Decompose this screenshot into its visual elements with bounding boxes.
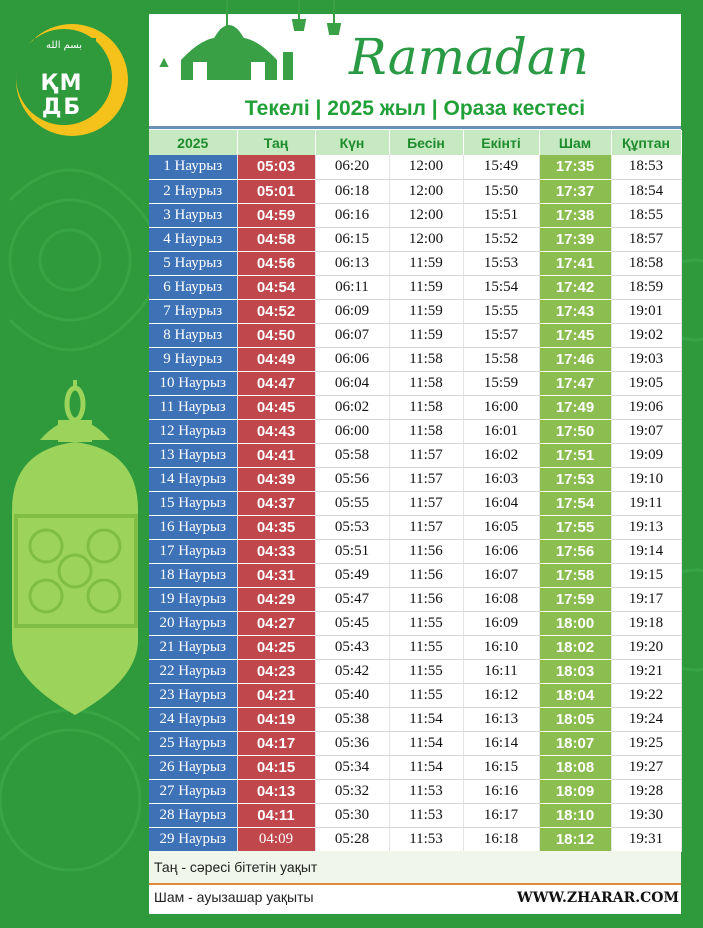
cell-date: 4 Наурыз bbox=[149, 227, 237, 251]
table-row bbox=[149, 371, 681, 395]
cell-tan: 05:03 bbox=[237, 155, 315, 179]
cell-besin: 11:58 bbox=[389, 419, 463, 443]
cell-tan: 04:45 bbox=[237, 395, 315, 419]
cell-besin: 11:59 bbox=[389, 275, 463, 299]
cell-sham: 17:54 bbox=[539, 491, 611, 515]
cell-kun: 05:36 bbox=[315, 731, 389, 755]
cell-ekinti: 16:05 bbox=[463, 515, 539, 539]
cell-ekinti: 15:57 bbox=[463, 323, 539, 347]
table-row bbox=[149, 827, 681, 851]
cell-sham: 17:35 bbox=[539, 155, 611, 179]
cell-ekinti: 16:10 bbox=[463, 635, 539, 659]
cell-sham: 17:53 bbox=[539, 467, 611, 491]
cell-quptan: 19:15 bbox=[611, 563, 681, 587]
cell-ekinti: 16:03 bbox=[463, 467, 539, 491]
table-row bbox=[149, 179, 681, 203]
cell-date: 19 Наурыз bbox=[149, 587, 237, 611]
cell-tan: 04:54 bbox=[237, 275, 315, 299]
cell-kun: 06:09 bbox=[315, 299, 389, 323]
cell-kun: 05:43 bbox=[315, 635, 389, 659]
cell-ekinti: 16:17 bbox=[463, 803, 539, 827]
cell-kun: 05:49 bbox=[315, 563, 389, 587]
cell-date: 2 Наурыз bbox=[149, 179, 237, 203]
table-row bbox=[149, 563, 681, 587]
cell-sham: 17:55 bbox=[539, 515, 611, 539]
table-row bbox=[149, 731, 681, 755]
table-row bbox=[149, 611, 681, 635]
cell-sham: 17:46 bbox=[539, 347, 611, 371]
cell-kun: 05:38 bbox=[315, 707, 389, 731]
cell-sham: 18:03 bbox=[539, 659, 611, 683]
table-row bbox=[149, 275, 681, 299]
cell-date: 9 Наурыз bbox=[149, 347, 237, 371]
cell-quptan: 19:22 bbox=[611, 683, 681, 707]
cell-date: 5 Наурыз bbox=[149, 251, 237, 275]
cell-ekinti: 15:52 bbox=[463, 227, 539, 251]
kmdb-logo bbox=[14, 22, 132, 140]
cell-ekinti: 16:16 bbox=[463, 779, 539, 803]
cell-kun: 06:06 bbox=[315, 347, 389, 371]
cell-quptan: 19:02 bbox=[611, 323, 681, 347]
cell-kun: 05:47 bbox=[315, 587, 389, 611]
table-row bbox=[149, 539, 681, 563]
cell-quptan: 18:55 bbox=[611, 203, 681, 227]
column-header: Таң bbox=[237, 130, 315, 155]
cell-date: 6 Наурыз bbox=[149, 275, 237, 299]
cell-sham: 18:07 bbox=[539, 731, 611, 755]
cell-kun: 05:58 bbox=[315, 443, 389, 467]
cell-sham: 18:04 bbox=[539, 683, 611, 707]
cell-sham: 17:59 bbox=[539, 587, 611, 611]
cell-kun: 06:04 bbox=[315, 371, 389, 395]
cell-besin: 11:55 bbox=[389, 659, 463, 683]
table-row bbox=[149, 323, 681, 347]
table-row bbox=[149, 635, 681, 659]
cell-kun: 06:11 bbox=[315, 275, 389, 299]
cell-tan: 04:11 bbox=[237, 803, 315, 827]
cell-besin: 12:00 bbox=[389, 227, 463, 251]
cell-quptan: 19:03 bbox=[611, 347, 681, 371]
cell-sham: 17:58 bbox=[539, 563, 611, 587]
cell-tan: 04:49 bbox=[237, 347, 315, 371]
cell-tan: 04:21 bbox=[237, 683, 315, 707]
cell-quptan: 19:31 bbox=[611, 827, 681, 851]
ramadan-word: Ramadan bbox=[349, 28, 589, 86]
table-row bbox=[149, 347, 681, 371]
cell-ekinti: 15:58 bbox=[463, 347, 539, 371]
cell-tan: 04:31 bbox=[237, 563, 315, 587]
cell-besin: 11:59 bbox=[389, 323, 463, 347]
cell-kun: 05:28 bbox=[315, 827, 389, 851]
cell-besin: 11:53 bbox=[389, 803, 463, 827]
cell-date: 22 Наурыз bbox=[149, 659, 237, 683]
cell-sham: 18:10 bbox=[539, 803, 611, 827]
cell-sham: 17:47 bbox=[539, 371, 611, 395]
cell-ekinti: 16:07 bbox=[463, 563, 539, 587]
cell-besin: 11:56 bbox=[389, 539, 463, 563]
cell-tan: 04:23 bbox=[237, 659, 315, 683]
cell-date: 15 Наурыз bbox=[149, 491, 237, 515]
cell-tan: 04:59 bbox=[237, 203, 315, 227]
cell-besin: 11:58 bbox=[389, 395, 463, 419]
cell-quptan: 19:27 bbox=[611, 755, 681, 779]
cell-quptan: 18:54 bbox=[611, 179, 681, 203]
cell-sham: 18:02 bbox=[539, 635, 611, 659]
cell-ekinti: 16:09 bbox=[463, 611, 539, 635]
cell-besin: 12:00 bbox=[389, 179, 463, 203]
cell-date: 17 Наурыз bbox=[149, 539, 237, 563]
cell-besin: 11:55 bbox=[389, 635, 463, 659]
cell-ekinti: 15:51 bbox=[463, 203, 539, 227]
ramadan-banner bbox=[149, 0, 681, 92]
cell-quptan: 19:14 bbox=[611, 539, 681, 563]
table-body bbox=[149, 155, 681, 851]
title-divider bbox=[149, 126, 681, 129]
cell-besin: 11:57 bbox=[389, 443, 463, 467]
cell-date: 11 Наурыз bbox=[149, 395, 237, 419]
cell-kun: 05:40 bbox=[315, 683, 389, 707]
cell-tan: 04:37 bbox=[237, 491, 315, 515]
cell-quptan: 19:28 bbox=[611, 779, 681, 803]
cell-sham: 17:56 bbox=[539, 539, 611, 563]
cell-sham: 17:42 bbox=[539, 275, 611, 299]
cell-date: 29 Наурыз bbox=[149, 827, 237, 851]
cell-kun: 05:55 bbox=[315, 491, 389, 515]
cell-quptan: 19:06 bbox=[611, 395, 681, 419]
table-row bbox=[149, 779, 681, 803]
logo-arabic-text: بسم الله bbox=[45, 40, 83, 51]
cell-ekinti: 16:12 bbox=[463, 683, 539, 707]
cell-ekinti: 16:01 bbox=[463, 419, 539, 443]
table-row bbox=[149, 683, 681, 707]
table-row bbox=[149, 203, 681, 227]
cell-date: 26 Наурыз bbox=[149, 755, 237, 779]
cell-kun: 06:16 bbox=[315, 203, 389, 227]
cell-kun: 05:56 bbox=[315, 467, 389, 491]
cell-besin: 11:59 bbox=[389, 251, 463, 275]
cell-date: 1 Наурыз bbox=[149, 155, 237, 179]
cell-tan: 04:58 bbox=[237, 227, 315, 251]
cell-sham: 17:49 bbox=[539, 395, 611, 419]
cell-date: 21 Наурыз bbox=[149, 635, 237, 659]
cell-ekinti: 16:02 bbox=[463, 443, 539, 467]
cell-tan: 04:41 bbox=[237, 443, 315, 467]
cell-tan: 04:15 bbox=[237, 755, 315, 779]
prayer-schedule-table bbox=[149, 130, 682, 852]
cell-quptan: 19:17 bbox=[611, 587, 681, 611]
cell-quptan: 19:30 bbox=[611, 803, 681, 827]
cell-tan: 04:56 bbox=[237, 251, 315, 275]
table-row bbox=[149, 227, 681, 251]
cell-sham: 17:45 bbox=[539, 323, 611, 347]
cell-sham: 18:00 bbox=[539, 611, 611, 635]
cell-ekinti: 15:53 bbox=[463, 251, 539, 275]
column-header: Бесін bbox=[389, 130, 463, 155]
cell-besin: 11:54 bbox=[389, 731, 463, 755]
cell-date: 20 Наурыз bbox=[149, 611, 237, 635]
cell-sham: 18:12 bbox=[539, 827, 611, 851]
cell-kun: 06:00 bbox=[315, 419, 389, 443]
cell-kun: 06:20 bbox=[315, 155, 389, 179]
cell-tan: 04:43 bbox=[237, 419, 315, 443]
cell-date: 12 Наурыз bbox=[149, 419, 237, 443]
cell-tan: 04:13 bbox=[237, 779, 315, 803]
cell-quptan: 19:13 bbox=[611, 515, 681, 539]
cell-date: 27 Наурыз bbox=[149, 779, 237, 803]
cell-kun: 06:18 bbox=[315, 179, 389, 203]
cell-tan: 04:39 bbox=[237, 467, 315, 491]
column-header: Екінті bbox=[463, 130, 539, 155]
svg-text:ДБ: ДБ bbox=[41, 95, 83, 120]
cell-date: 7 Наурыз bbox=[149, 299, 237, 323]
cell-besin: 11:54 bbox=[389, 755, 463, 779]
cell-tan: 04:19 bbox=[237, 707, 315, 731]
cell-quptan: 19:01 bbox=[611, 299, 681, 323]
cell-date: 13 Наурыз bbox=[149, 443, 237, 467]
cell-tan: 04:52 bbox=[237, 299, 315, 323]
cell-quptan: 19:25 bbox=[611, 731, 681, 755]
cell-tan: 05:01 bbox=[237, 179, 315, 203]
cell-besin: 11:58 bbox=[389, 371, 463, 395]
cell-besin: 12:00 bbox=[389, 203, 463, 227]
cell-ekinti: 15:55 bbox=[463, 299, 539, 323]
table-row bbox=[149, 515, 681, 539]
cell-date: 18 Наурыз bbox=[149, 563, 237, 587]
cell-quptan: 19:10 bbox=[611, 467, 681, 491]
cell-ekinti: 16:00 bbox=[463, 395, 539, 419]
cell-tan: 04:09 bbox=[237, 827, 315, 851]
cell-besin: 11:55 bbox=[389, 611, 463, 635]
cell-date: 3 Наурыз bbox=[149, 203, 237, 227]
cell-sham: 17:38 bbox=[539, 203, 611, 227]
cell-kun: 05:34 bbox=[315, 755, 389, 779]
cell-besin: 11:59 bbox=[389, 299, 463, 323]
cell-besin: 11:53 bbox=[389, 779, 463, 803]
cell-quptan: 19:09 bbox=[611, 443, 681, 467]
cell-tan: 04:50 bbox=[237, 323, 315, 347]
cell-quptan: 19:05 bbox=[611, 371, 681, 395]
cell-sham: 17:51 bbox=[539, 443, 611, 467]
column-header: 2025 bbox=[149, 130, 237, 155]
cell-quptan: 19:21 bbox=[611, 659, 681, 683]
cell-date: 16 Наурыз bbox=[149, 515, 237, 539]
cell-besin: 11:54 bbox=[389, 707, 463, 731]
table-row bbox=[149, 443, 681, 467]
cell-quptan: 18:57 bbox=[611, 227, 681, 251]
cell-ekinti: 16:13 bbox=[463, 707, 539, 731]
cell-tan: 04:47 bbox=[237, 371, 315, 395]
cell-sham: 18:05 bbox=[539, 707, 611, 731]
cell-besin: 11:55 bbox=[389, 683, 463, 707]
cell-quptan: 18:59 bbox=[611, 275, 681, 299]
cell-kun: 05:51 bbox=[315, 539, 389, 563]
table-row bbox=[149, 419, 681, 443]
cell-ekinti: 16:08 bbox=[463, 587, 539, 611]
cell-quptan: 19:11 bbox=[611, 491, 681, 515]
page-title: Текелі | 2025 жыл | Ораза кестесі bbox=[244, 97, 586, 120]
cell-tan: 04:25 bbox=[237, 635, 315, 659]
cell-kun: 05:45 bbox=[315, 611, 389, 635]
cell-ekinti: 16:18 bbox=[463, 827, 539, 851]
cell-sham: 17:50 bbox=[539, 419, 611, 443]
cell-date: 10 Наурыз bbox=[149, 371, 237, 395]
table-row bbox=[149, 467, 681, 491]
cell-ekinti: 15:49 bbox=[463, 155, 539, 179]
table-row bbox=[149, 659, 681, 683]
cell-kun: 05:53 bbox=[315, 515, 389, 539]
cell-date: 25 Наурыз bbox=[149, 731, 237, 755]
cell-quptan: 18:58 bbox=[611, 251, 681, 275]
cell-ekinti: 16:14 bbox=[463, 731, 539, 755]
cell-date: 8 Наурыз bbox=[149, 323, 237, 347]
lantern-icon bbox=[0, 380, 150, 730]
cell-ekinti: 15:50 bbox=[463, 179, 539, 203]
cell-besin: 12:00 bbox=[389, 155, 463, 179]
cell-besin: 11:57 bbox=[389, 491, 463, 515]
cell-date: 23 Наурыз bbox=[149, 683, 237, 707]
table-row bbox=[149, 155, 681, 179]
cell-ekinti: 15:54 bbox=[463, 275, 539, 299]
watermark: WWW.ZHARAR.COM bbox=[516, 890, 679, 906]
cell-ekinti: 16:11 bbox=[463, 659, 539, 683]
cell-date: 24 Наурыз bbox=[149, 707, 237, 731]
cell-tan: 04:29 bbox=[237, 587, 315, 611]
cell-besin: 11:56 bbox=[389, 587, 463, 611]
table-row bbox=[149, 491, 681, 515]
table-row bbox=[149, 707, 681, 731]
cell-kun: 06:02 bbox=[315, 395, 389, 419]
cell-sham: 18:09 bbox=[539, 779, 611, 803]
cell-sham: 17:41 bbox=[539, 251, 611, 275]
cell-ekinti: 16:06 bbox=[463, 539, 539, 563]
table-row bbox=[149, 299, 681, 323]
cell-tan: 04:17 bbox=[237, 731, 315, 755]
cell-quptan: 19:18 bbox=[611, 611, 681, 635]
cell-sham: 17:39 bbox=[539, 227, 611, 251]
cell-kun: 06:07 bbox=[315, 323, 389, 347]
cell-besin: 11:53 bbox=[389, 827, 463, 851]
cell-kun: 05:42 bbox=[315, 659, 389, 683]
cell-besin: 11:57 bbox=[389, 515, 463, 539]
cell-kun: 05:30 bbox=[315, 803, 389, 827]
sham-note: Шам - ауызашар уақыты bbox=[149, 885, 681, 911]
cell-ekinti: 15:59 bbox=[463, 371, 539, 395]
cell-sham: 17:43 bbox=[539, 299, 611, 323]
column-header: Күн bbox=[315, 130, 389, 155]
column-header: Шам bbox=[539, 130, 611, 155]
column-header: Құптан bbox=[611, 130, 681, 155]
cell-kun: 05:32 bbox=[315, 779, 389, 803]
cell-quptan: 19:20 bbox=[611, 635, 681, 659]
tan-note: Таң - сәресі бітетін уақыт bbox=[149, 851, 681, 883]
cell-tan: 04:27 bbox=[237, 611, 315, 635]
table-header-row bbox=[149, 130, 681, 155]
table-row bbox=[149, 251, 681, 275]
cell-date: 28 Наурыз bbox=[149, 803, 237, 827]
cell-sham: 18:08 bbox=[539, 755, 611, 779]
cell-besin: 11:56 bbox=[389, 563, 463, 587]
table-row bbox=[149, 395, 681, 419]
table-row bbox=[149, 803, 681, 827]
cell-tan: 04:33 bbox=[237, 539, 315, 563]
cell-kun: 06:15 bbox=[315, 227, 389, 251]
cell-tan: 04:35 bbox=[237, 515, 315, 539]
svg-text:ҚМ: ҚМ bbox=[40, 71, 84, 96]
cell-date: 14 Наурыз bbox=[149, 467, 237, 491]
cell-quptan: 18:53 bbox=[611, 155, 681, 179]
cell-ekinti: 16:15 bbox=[463, 755, 539, 779]
cell-kun: 06:13 bbox=[315, 251, 389, 275]
cell-ekinti: 16:04 bbox=[463, 491, 539, 515]
cell-sham: 17:37 bbox=[539, 179, 611, 203]
cell-quptan: 19:24 bbox=[611, 707, 681, 731]
cell-besin: 11:57 bbox=[389, 467, 463, 491]
table-row bbox=[149, 755, 681, 779]
cell-besin: 11:58 bbox=[389, 347, 463, 371]
cell-quptan: 19:07 bbox=[611, 419, 681, 443]
table-row bbox=[149, 587, 681, 611]
